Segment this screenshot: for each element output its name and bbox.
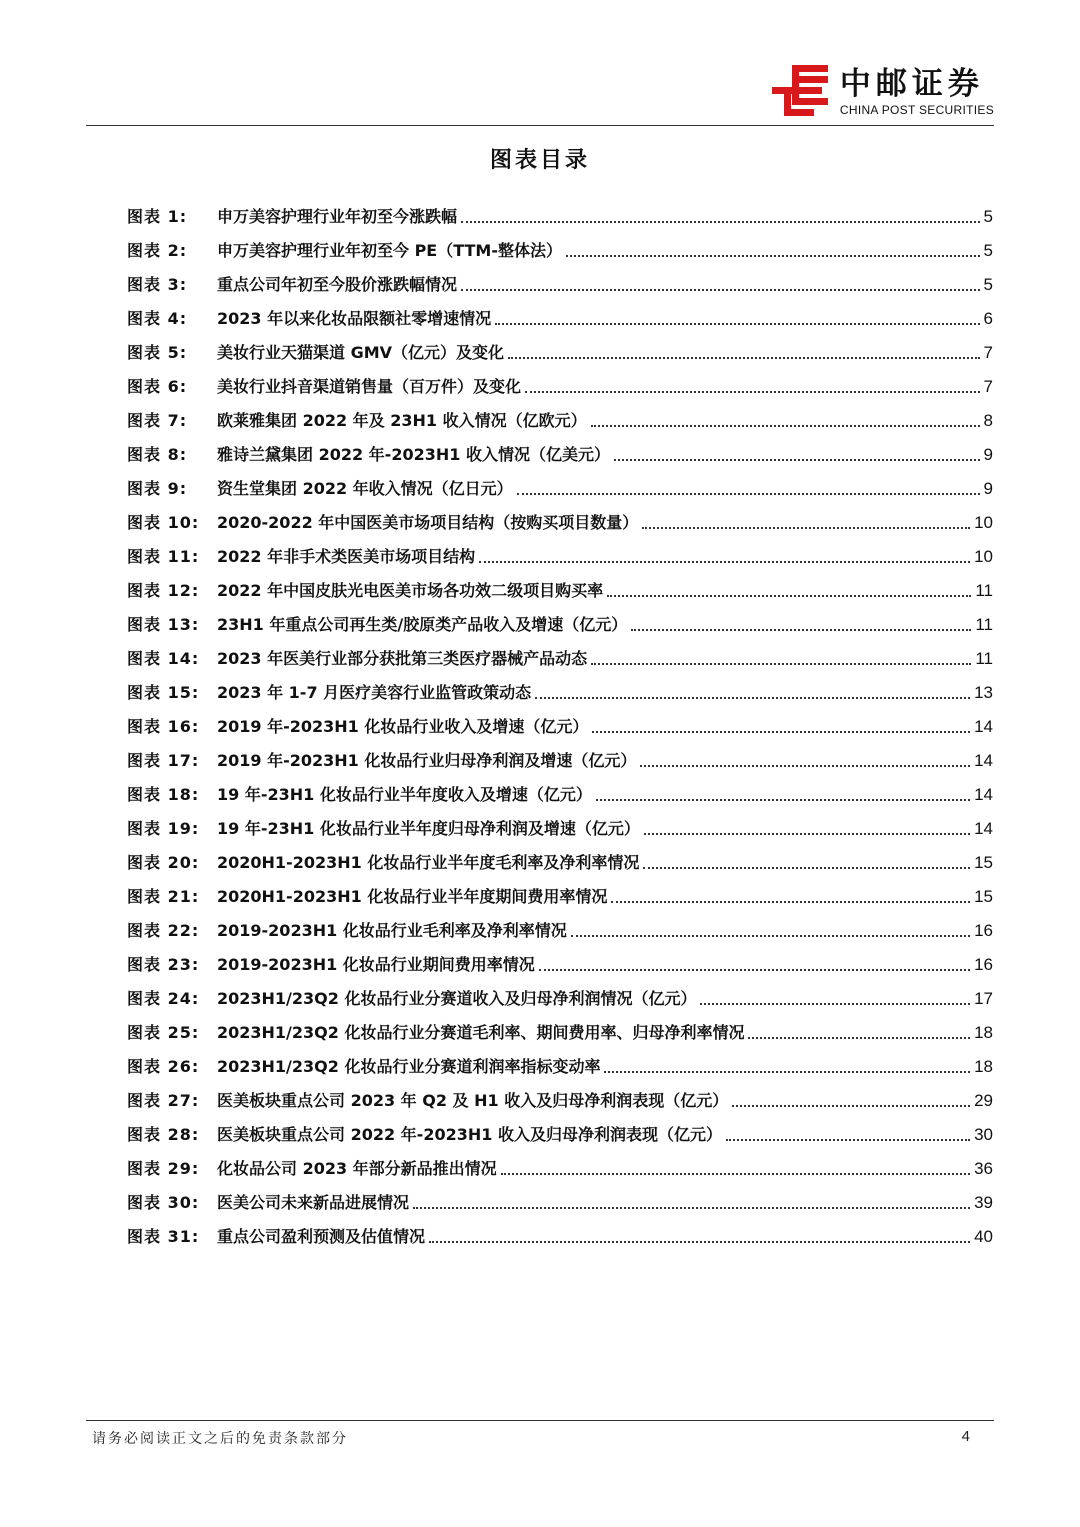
chart-index-list: [127, 193, 993, 1247]
toc-entry[interactable]: [127, 1043, 993, 1077]
toc-dot-leader: [508, 356, 980, 359]
toc-entry[interactable]: [127, 261, 993, 295]
toc-entry[interactable]: [127, 839, 993, 873]
toc-entry-title: 2023 年 1-7 月医疗美容行业监管政策动态: [217, 683, 532, 702]
toc-entry-title: 2019-2023H1 化妆品行业期间费用率情况: [217, 955, 535, 974]
toc-entry-page: 11: [975, 581, 993, 600]
toc-entry-number: 图表 25:: [127, 1023, 200, 1042]
toc-entry-number: 图表 30:: [127, 1193, 200, 1212]
toc-entry-page: 5: [983, 241, 993, 260]
toc-entry-title: 2019 年-2023H1 化妆品行业收入及增速（亿元）: [217, 717, 589, 736]
toc-entry-title: 2019-2023H1 化妆品行业毛利率及净利率情况: [217, 921, 567, 940]
china-post-logo-icon: [770, 63, 832, 121]
toc-entry[interactable]: [127, 1145, 993, 1179]
toc-entry-page: 10: [974, 547, 993, 566]
toc-entry[interactable]: [127, 533, 993, 567]
toc-entry-number: 图表 13:: [127, 615, 200, 634]
toc-entry-page: 17: [974, 989, 993, 1008]
toc-entry-page: 16: [974, 955, 993, 974]
toc-dot-leader: [607, 594, 971, 597]
toc-entry-title: 医美板块重点公司 2022 年-2023H1 收入及归母净利润表现（亿元）: [217, 1125, 722, 1144]
toc-entry-page: 14: [974, 819, 993, 838]
toc-entry-title: 重点公司年初至今股价涨跌幅情况: [217, 275, 458, 294]
toc-entry-number: 图表 5:: [127, 343, 188, 362]
toc-entry-title: 申万美容护理行业年初至今涨跌幅: [217, 207, 458, 226]
toc-entry-title: 化妆品公司 2023 年部分新品推出情况: [217, 1159, 497, 1178]
toc-entry[interactable]: [127, 1009, 993, 1043]
toc-entry[interactable]: [127, 295, 993, 329]
toc-entry[interactable]: [127, 431, 993, 465]
toc-dot-leader: [501, 1172, 970, 1175]
toc-dot-leader: [604, 1070, 970, 1073]
toc-entry-number: 图表 24:: [127, 989, 200, 1008]
toc-entry-title: 资生堂集团 2022 年收入情况（亿日元）: [217, 479, 513, 498]
toc-entry-page: 14: [974, 751, 993, 770]
toc-dot-leader: [642, 526, 970, 529]
toc-entry-number: 图表 26:: [127, 1057, 200, 1076]
toc-entry-title: 19 年-23H1 化妆品行业半年度归母净利润及增速（亿元）: [217, 819, 640, 838]
toc-entry-number: 图表 31:: [127, 1227, 200, 1246]
toc-entry-title: 19 年-23H1 化妆品行业半年度收入及增速（亿元）: [217, 785, 592, 804]
logo-english-name: CHINA POST SECURITIES: [839, 103, 994, 117]
toc-entry-number: 图表 22:: [127, 921, 200, 940]
logo-text: [840, 67, 994, 117]
toc-entry-page: 11: [975, 649, 993, 668]
toc-dot-leader: [591, 424, 980, 427]
toc-dot-leader: [479, 560, 970, 563]
toc-entry[interactable]: [127, 941, 993, 975]
toc-entry-page: 15: [974, 887, 993, 906]
company-logo: [770, 62, 994, 122]
toc-dot-leader: [413, 1206, 970, 1209]
toc-entry-title: 2023H1/23Q2 化妆品行业分赛道毛利率、期间费用率、归母净利率情况: [217, 1023, 745, 1042]
toc-dot-leader: [461, 288, 980, 291]
toc-entry[interactable]: [127, 329, 993, 363]
toc-entry[interactable]: [127, 635, 993, 669]
footer-divider: [86, 1420, 994, 1421]
toc-entry-page: 13: [974, 683, 993, 702]
toc-entry-title: 医美公司未来新品进展情况: [217, 1193, 410, 1212]
toc-entry[interactable]: [127, 1077, 993, 1111]
toc-entry[interactable]: [127, 601, 993, 635]
toc-entry-number: 图表 1:: [127, 207, 188, 226]
toc-entry-number: 图表 3:: [127, 275, 188, 294]
toc-entry[interactable]: [127, 193, 993, 227]
toc-entry-page: 5: [983, 207, 993, 226]
toc-entry-title: 重点公司盈利预测及估值情况: [217, 1227, 426, 1246]
toc-dot-leader: [748, 1036, 970, 1039]
toc-entry-number: 图表 29:: [127, 1159, 200, 1178]
toc-dot-leader: [596, 798, 970, 801]
toc-entry-number: 图表 23:: [127, 955, 200, 974]
header-divider: [86, 125, 994, 126]
toc-entry[interactable]: [127, 227, 993, 261]
toc-entry-page: 40: [974, 1227, 993, 1246]
toc-entry-number: 图表 14:: [127, 649, 200, 668]
toc-dot-leader: [539, 968, 970, 971]
toc-dot-leader: [614, 458, 980, 461]
toc-entry-page: 9: [983, 479, 993, 498]
toc-dot-leader: [644, 832, 970, 835]
toc-entry-page: 36: [974, 1159, 993, 1178]
toc-entry-number: 图表 17:: [127, 751, 200, 770]
toc-entry-title: 2020H1-2023H1 化妆品行业半年度毛利率及净利率情况: [217, 853, 640, 872]
toc-entry[interactable]: [127, 1179, 993, 1213]
toc-entry[interactable]: [127, 1111, 993, 1145]
toc-entry-title: 2023H1/23Q2 化妆品行业分赛道利润率指标变动率: [217, 1057, 601, 1076]
toc-dot-leader: [571, 934, 970, 937]
toc-entry-title: 医美板块重点公司 2023 年 Q2 及 H1 收入及归母净利润表现（亿元）: [217, 1091, 729, 1110]
page-header: [0, 0, 1080, 128]
toc-entry-title: 雅诗兰黛集团 2022 年-2023H1 收入情况（亿美元）: [217, 445, 610, 464]
toc-entry[interactable]: [127, 907, 993, 941]
toc-entry[interactable]: [127, 669, 993, 703]
toc-entry-number: 图表 7:: [127, 411, 188, 430]
toc-entry-title: 2020-2022 年中国医美市场项目结构（按购买项目数量）: [217, 513, 639, 532]
toc-entry-page: 9: [983, 445, 993, 464]
logo-chinese-name: 中邮证券: [839, 66, 984, 102]
toc-dot-leader: [611, 900, 970, 903]
toc-dot-leader: [525, 390, 980, 393]
toc-entry-number: 图表 16:: [127, 717, 200, 736]
toc-dot-leader: [461, 220, 980, 223]
toc-entry-page: 14: [974, 717, 993, 736]
toc-dot-leader: [495, 322, 979, 325]
page-title: 图表目录: [489, 148, 590, 173]
toc-dot-leader: [700, 1002, 970, 1005]
toc-entry[interactable]: [127, 1213, 993, 1247]
footer-disclaimer: 请务必阅读正文之后的免责条款部分: [92, 1431, 348, 1447]
toc-entry[interactable]: [127, 975, 993, 1009]
toc-entry-page: 30: [974, 1125, 993, 1144]
toc-entry-title: 2022 年非手术类医美市场项目结构: [217, 547, 476, 566]
toc-entry[interactable]: [127, 703, 993, 737]
toc-entry-number: 图表 2:: [127, 241, 188, 260]
toc-entry-number: 图表 10:: [127, 513, 200, 532]
toc-entry-number: 图表 19:: [127, 819, 200, 838]
toc-entry-title: 欧莱雅集团 2022 年及 23H1 收入情况（亿欧元）: [217, 411, 587, 430]
toc-entry[interactable]: [127, 873, 993, 907]
toc-entry-title: 2019 年-2023H1 化妆品行业归母净利润及增速（亿元）: [217, 751, 637, 770]
toc-entry[interactable]: [127, 805, 993, 839]
footer-page-number: 4: [961, 1428, 970, 1445]
toc-entry-number: 图表 8:: [127, 445, 188, 464]
toc-dot-leader: [643, 866, 970, 869]
toc-entry-title: 2023 年医美行业部分获批第三类医疗器械产品动态: [217, 649, 588, 668]
toc-dot-leader: [591, 662, 971, 665]
toc-entry-page: 15: [974, 853, 993, 872]
toc-entry-page: 16: [974, 921, 993, 940]
toc-entry[interactable]: [127, 737, 993, 771]
toc-dot-leader: [640, 764, 970, 767]
toc-entry-title: 23H1 年重点公司再生类/胶原类产品收入及增速（亿元）: [217, 615, 628, 634]
toc-entry-number: 图表 21:: [127, 887, 200, 906]
toc-entry[interactable]: [127, 567, 993, 601]
toc-entry-number: 图表 11:: [127, 547, 200, 566]
toc-entry-page: 7: [983, 343, 993, 362]
toc-entry-page: 18: [974, 1023, 993, 1042]
toc-entry-title: 2023 年以来化妆品限额社零增速情况: [217, 309, 492, 328]
toc-entry[interactable]: [127, 465, 993, 499]
toc-entry-number: 图表 15:: [127, 683, 200, 702]
toc-dot-leader: [517, 492, 980, 495]
toc-entry-page: 11: [975, 615, 993, 634]
toc-entry-title: 美妆行业天猫渠道 GMV（亿元）及变化: [217, 343, 505, 362]
toc-entry-number: 图表 27:: [127, 1091, 200, 1110]
toc-entry-page: 8: [983, 411, 993, 430]
toc-entry-title: 美妆行业抖音渠道销售量（百万件）及变化: [217, 377, 522, 396]
toc-entry-page: 10: [974, 513, 993, 532]
toc-entry-page: 18: [974, 1057, 993, 1076]
toc-entry-page: 29: [974, 1091, 993, 1110]
toc-dot-leader: [592, 730, 970, 733]
toc-dot-leader: [726, 1138, 970, 1141]
toc-entry-title: 2022 年中国皮肤光电医美市场各功效二级项目购买率: [217, 581, 604, 600]
toc-dot-leader: [429, 1240, 970, 1243]
toc-entry-title: 2023H1/23Q2 化妆品行业分赛道收入及归母净利润情况（亿元）: [217, 989, 697, 1008]
toc-entry-title: 2020H1-2023H1 化妆品行业半年度期间费用率情况: [217, 887, 608, 906]
toc-entry-number: 图表 9:: [127, 479, 188, 498]
toc-entry-title: 申万美容护理行业年初至今 PE（TTM-整体法）: [217, 241, 562, 260]
toc-entry[interactable]: [127, 397, 993, 431]
toc-entry[interactable]: [127, 499, 993, 533]
toc-entry-page: 39: [974, 1193, 993, 1212]
toc-entry[interactable]: [127, 771, 993, 805]
toc-dot-leader: [732, 1104, 970, 1107]
toc-dot-leader: [535, 696, 970, 699]
toc-entry-number: 图表 20:: [127, 853, 200, 872]
toc-dot-leader: [631, 628, 971, 631]
toc-entry-number: 图表 28:: [127, 1125, 200, 1144]
toc-entry[interactable]: [127, 363, 993, 397]
toc-entry-number: 图表 4:: [127, 309, 188, 328]
toc-entry-page: 5: [983, 275, 993, 294]
toc-entry-number: 图表 12:: [127, 581, 200, 600]
toc-entry-number: 图表 6:: [127, 377, 188, 396]
toc-entry-number: 图表 18:: [127, 785, 200, 804]
toc-entry-page: 14: [974, 785, 993, 804]
toc-entry-page: 7: [983, 377, 993, 396]
toc-dot-leader: [566, 254, 980, 257]
toc-entry-page: 6: [983, 309, 993, 328]
